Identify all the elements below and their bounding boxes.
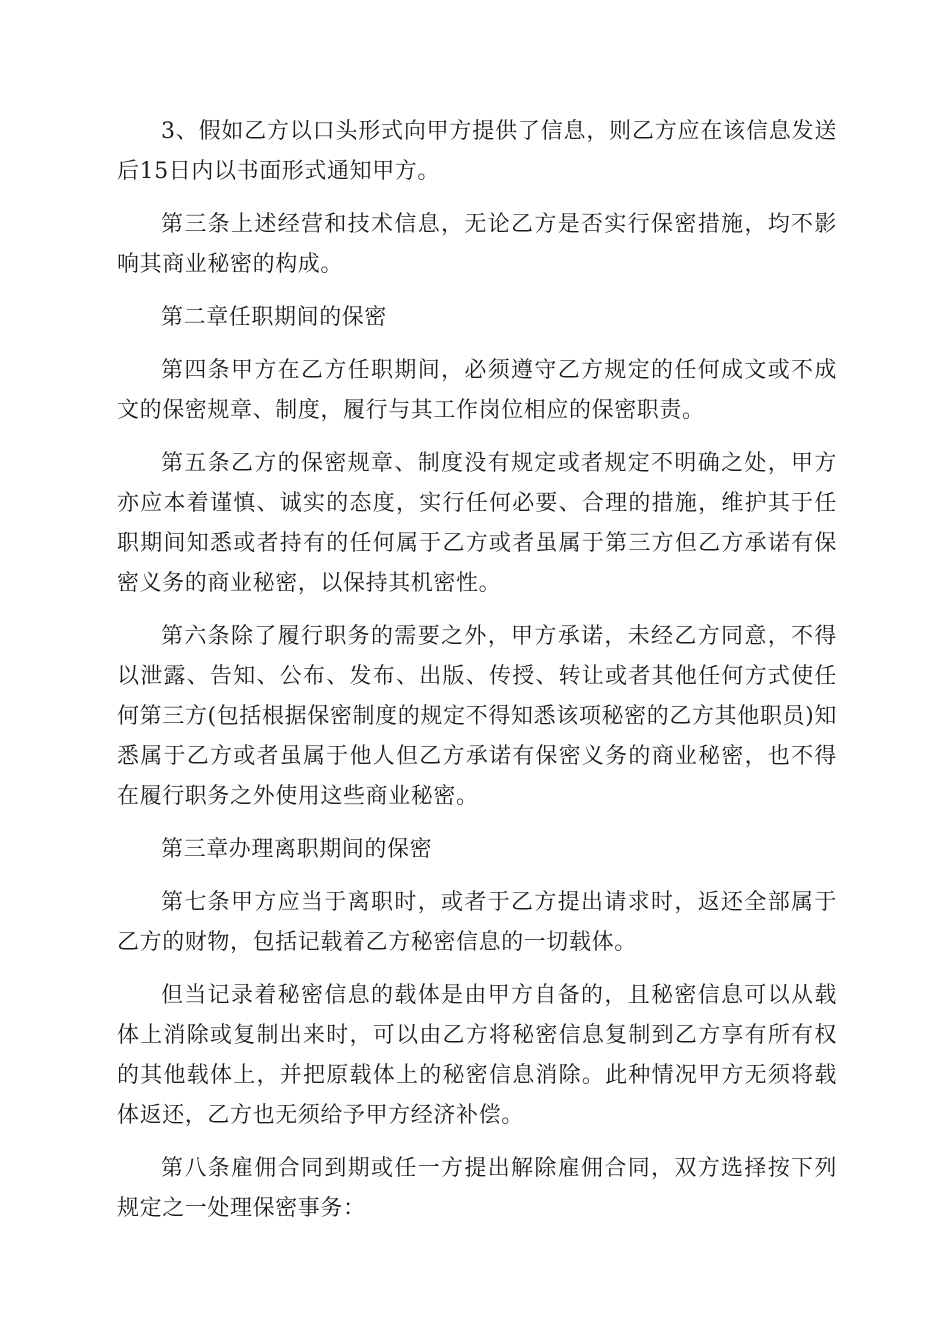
paragraph-oral-info-notice: 3、假如乙方以口头形式向甲方提供了信息，则乙方应在该信息发送后15日内以书面形式通知甲方。: [117, 119, 837, 184]
document-body: [117, 112, 837, 1242]
paragraph-article-5: 第五条乙方的保密规章、制度没有规定或者规定不明确之处，甲方亦应本着谨慎、诚实的态度，实行任何必要、合理的措施，维护其于任职期间知悉或者持有的任何属于乙方或者虽属于第三方但乙方承诺有保密义务的商业秘密，以保持其机密性。: [117, 451, 837, 596]
paragraph-article-7: 第七条甲方应当于离职时，或者于乙方提出请求时，返还全部属于乙方的财物，包括记载着乙方秘密信息的一切载体。: [117, 890, 837, 955]
paragraph-article-6: 第六条除了履行职务的需要之外，甲方承诺，未经乙方同意，不得以泄露、告知、公布、发布、出版、传授、转让或者其他任何方式使任何第三方(包括根据保密制度的规定不得知悉该项秘密的乙方其他职员)知悉属于乙方或者虽属于他人但乙方承诺有保密义务的商业秘密，也不得在履行职务之外使用这些商业秘密。: [117, 624, 837, 809]
paragraph-article-8: 第八条雇佣合同到期或任一方提出解除雇佣合同，双方选择按下列规定之一处理保密事务：: [117, 1156, 837, 1221]
paragraph-article-3: 第三条上述经营和技术信息，无论乙方是否实行保密措施，均不影响其商业秘密的构成。: [117, 212, 837, 277]
paragraph-article-4: 第四条甲方在乙方任职期间，必须遵守乙方规定的任何成文或不成文的保密规章、制度，履行与其工作岗位相应的保密职责。: [117, 358, 837, 423]
paragraph-carrier-exception: 但当记录着秘密信息的载体是由甲方自备的，且秘密信息可以从载体上消除或复制出来时，可以由乙方将秘密信息复制到乙方享有所有权的其他载体上，并把原载体上的秘密信息消除。此种情况甲方无须将载体返还，乙方也无须给予甲方经济补偿。: [117, 983, 837, 1128]
chapter-heading-3: 第三章办理离职期间的保密: [161, 837, 433, 862]
chapter-heading-2: 第二章任职期间的保密: [161, 305, 388, 330]
